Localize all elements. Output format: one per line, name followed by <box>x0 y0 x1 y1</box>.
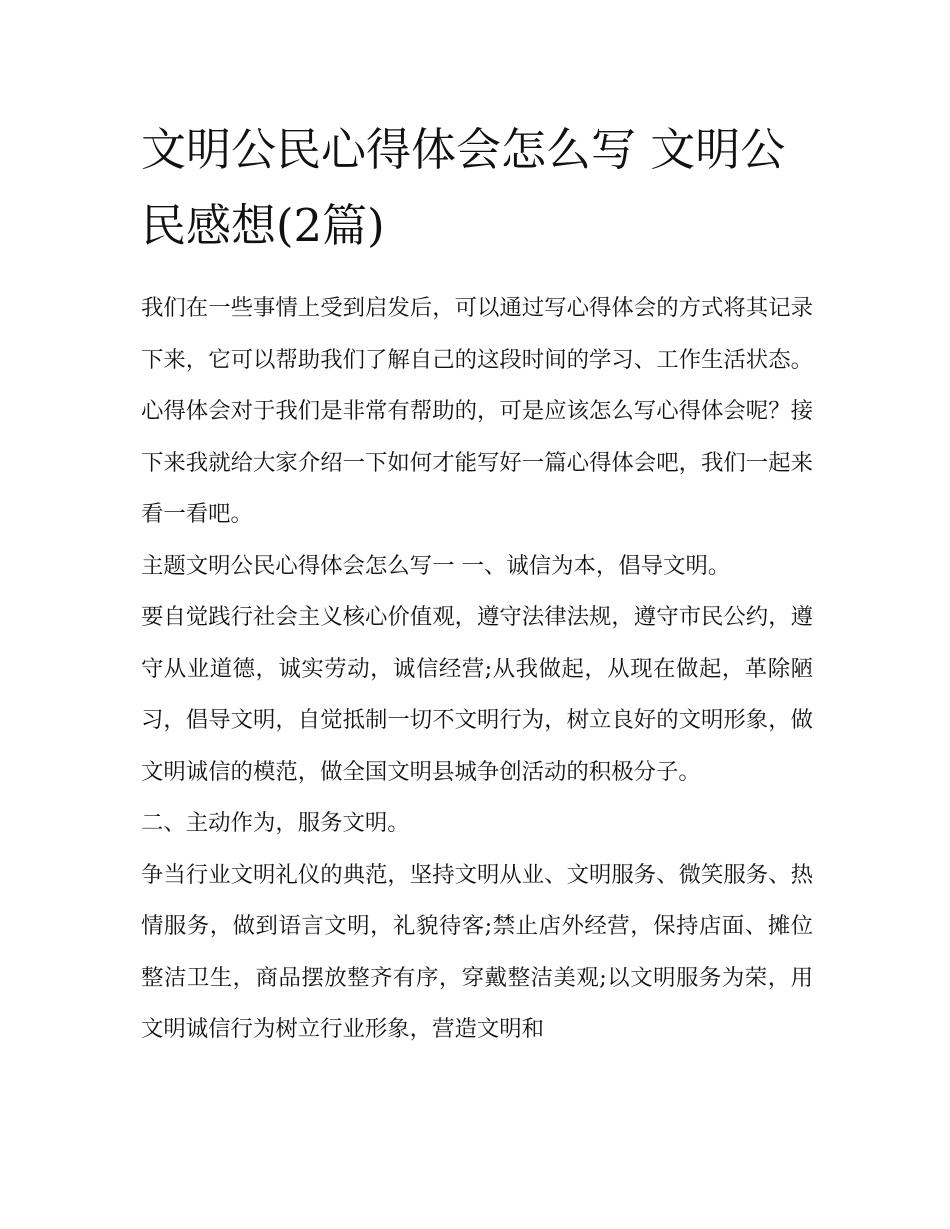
paragraph-intro: 我们在一些事情上受到启发后，可以通过写心得体会的方式将其记录下来，它可以帮助我们了解自己的这段时间的学习、工作生活状态。心得体会对于我们是非常有帮助的，可是应该怎么写心得体会呢？接下来我就给大家介绍一下如何才能写好一篇心得体会吧，我们一起来看一看吧。 <box>141 295 813 527</box>
document-title: 文明公民心得体会怎么写 文明公民感想(2篇) <box>141 123 786 252</box>
paragraph-section-one-heading: 主题文明公民心得体会怎么写一 一、诚信为本，倡导文明。 <box>141 552 731 579</box>
paragraph-section-two-body: 争当行业文明礼仪的典范，坚持文明从业、文明服务、微笑服务、热情服务，做到语言文明，礼貌待客;禁止店外经营，保持店面、摊位整洁卫生，商品摆放整齐有序，穿戴整洁美观;以文明服务为荣，用文明诚信行为树立行业形象，营造文明和 <box>141 861 813 1042</box>
document-page <box>141 112 813 1056</box>
paragraph-section-one-body: 要自觉践行社会主义核心价值观，遵守法律法规，遵守市民公约，遵守从业道德，诚实劳动，诚信经营;从我做起，从现在做起，革除陋习，倡导文明，自觉抵制一切不文明行为，树立良好的文明形象，做文明诚信的模范，做全国文明县城争创活动的积极分子。 <box>141 604 813 785</box>
paragraph-section-two-heading: 二、主动作为，服务文明。 <box>141 810 410 836</box>
